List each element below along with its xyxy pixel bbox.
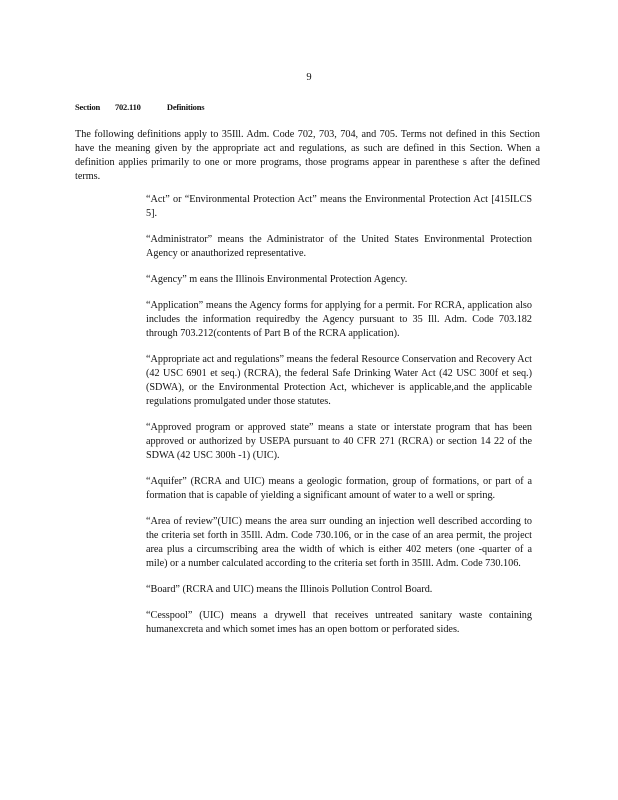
definition-administrator: “Administrator” means the Administrator of the United States Environmental Protection Agency or anauthorized representative.	[146, 234, 532, 259]
definition-cesspool: “Cesspool” (UIC) means a drywell that receives untreated sanitary waste containing humanexcreta and which somet imes has an open bottom or perforated sides.	[146, 610, 532, 635]
definition-act: “Act” or “Environmental Protection Act” means the Environmental Protection Act [415ILCS 5].	[146, 194, 532, 219]
definition-aquifer: “Aquifer” (RCRA and UIC) means a geologic formation, group of formations, or part of a formation that is capable of yielding a significant amount of water to a well or spring.	[146, 476, 532, 501]
section-heading	[75, 102, 204, 112]
definition-appropriate-act: “Appropriate act and regulations” means the federal Resource Conservation and Recovery Act (42 USC 6901 et seq.) (RCRA), the federal Safe Drinking Water Act (42 USC 300f et seq.) (SDWA), or the Environmental Protection Act, whichever is applicable,and the applicable regulations promulgated under those statutes.	[146, 354, 532, 407]
section-number: 702.110	[114, 102, 141, 112]
definition-agency: “Agency” m eans the Illinois Environmental Protection Agency.	[146, 274, 408, 285]
definition-board: “Board” (RCRA and UIC) means the Illinois Pollution Control Board.	[146, 584, 433, 595]
page-number: 9	[306, 72, 312, 83]
definition-area-of-review: “Area of review”(UIC) means the area surr ounding an injection well described according to the criteria set forth in 35Ill. Adm. Code 730.106, or in the case of an area permit, the project area plus a circumscribing area the width of which is either 402 meters (one -quarter of a mile) or a number calculated according to the criteria set forth in 35Ill. Adm. Code 730.106.	[146, 516, 532, 569]
definition-application: “Application” means the Agency forms for applying for a permit. For RCRA, application also includes the information requiredby the Agency pursuant to 35 Ill. Adm. Code 703.182 through 703.212(contents of Part B of the RCRA application).	[146, 300, 532, 339]
section-label: Section	[75, 102, 101, 112]
definition-approved-program: “Approved program or approved state” means a state or interstate program that has been approved or authorized by USEPA pursuant to 40 CFR 271 (RCRA) or section 14 22 of the SDWA (42 USC 300h -1) (UIC).	[146, 422, 532, 461]
intro-paragraph: The following definitions apply to 35Ill. Adm. Code 702, 703, 704, and 705. Terms not defined in this Section have the meaning given by the appropriate act and regulations, as such are defined in this Section. When a definition applies primarily to one or more programs, those programs appear in parenthese s after the defined terms.	[75, 129, 540, 182]
definitions-list	[146, 193, 532, 649]
section-title: Definitions	[166, 102, 205, 112]
